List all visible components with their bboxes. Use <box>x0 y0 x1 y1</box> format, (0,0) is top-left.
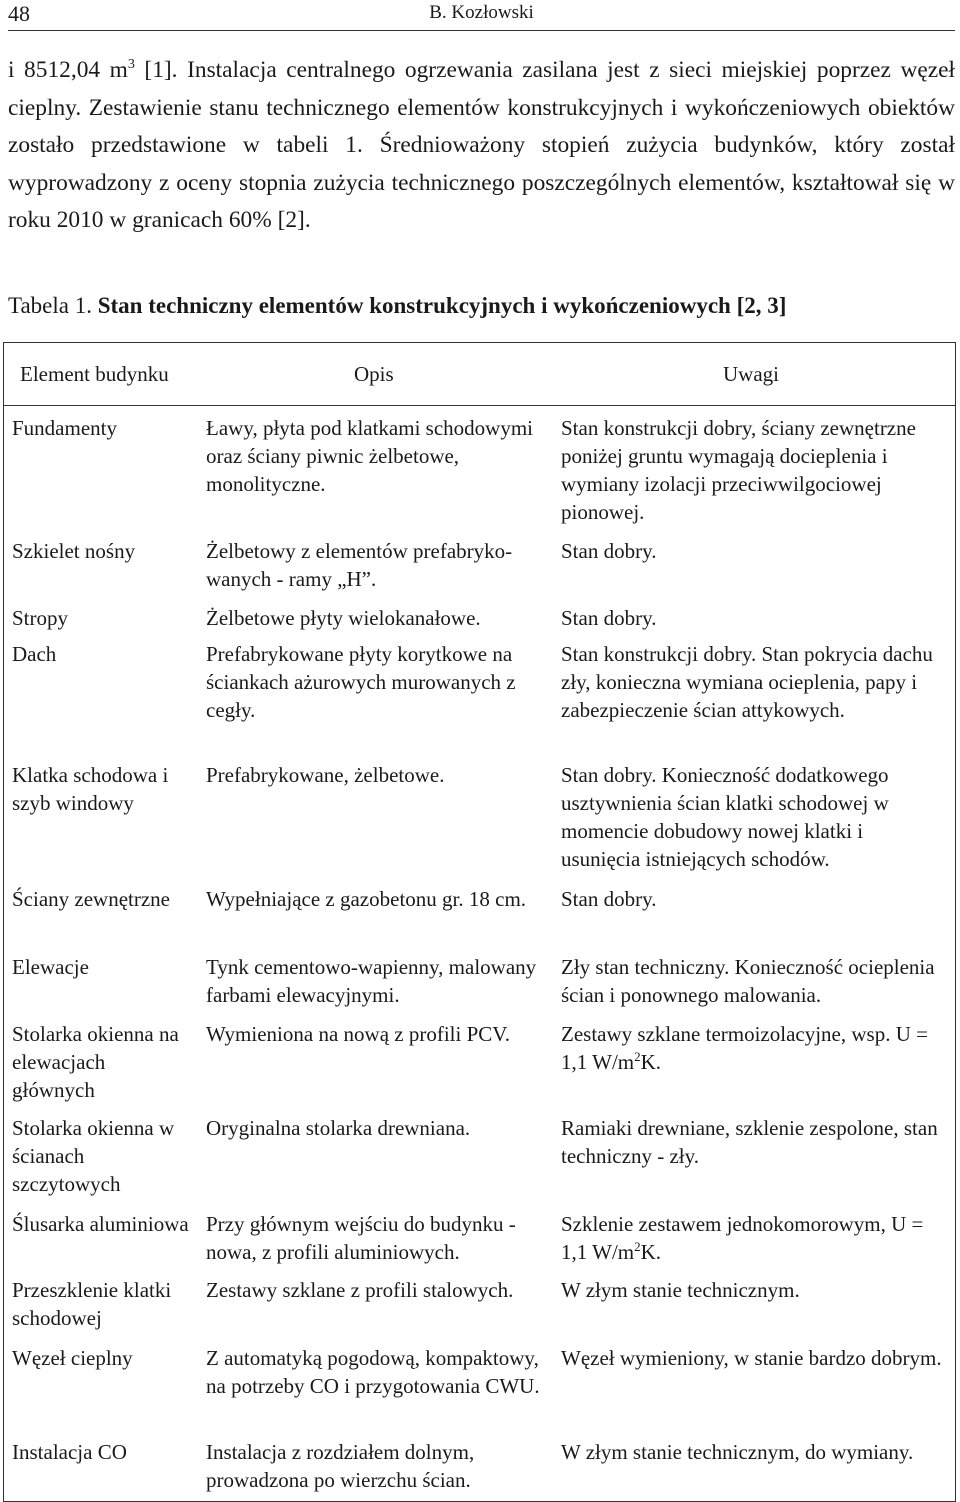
row-opis: Wypełniające z gazobetonu gr. 18 cm. <box>206 887 527 911</box>
row-opis: Wymieniona na nową z profili PCV. <box>206 1022 510 1046</box>
row-element: Fundamenty <box>12 416 117 440</box>
row-element: Klatka schodowa i szyb windowy <box>12 763 169 815</box>
table-row <box>4 532 955 601</box>
row-uwagi: Stan dobry. <box>561 606 657 630</box>
row-uwagi: Węzeł wymieniony, w stanie bardzo dobrym. <box>561 1346 942 1370</box>
row-element: Przeszklenie klatki schodowej <box>12 1278 172 1330</box>
uwagi-text: Zestawy szklane termoizolacyjne, wsp. U = 1,1 W/m <box>561 1022 928 1074</box>
caption-title: Stan techniczny elementów konstrukcyjnych i wykończeniowych [2, 3] <box>97 293 787 318</box>
row-element: Stolarka okienna w ścianach szczytowych <box>12 1116 175 1196</box>
row-opis: Żelbetowy z elementów prefabryko-wanych - ramy „H”. <box>206 539 513 591</box>
table-row <box>4 1276 955 1344</box>
table-row <box>4 637 955 761</box>
row-uwagi: W złym stanie technicznym. <box>561 1278 800 1302</box>
row-opis: Instalacja z rozdziałem dolnym, prowadzona po wierzchu ścian. <box>206 1440 475 1492</box>
row-uwagi <box>561 1210 946 1266</box>
table-caption <box>8 293 955 319</box>
row-opis: Zestawy szklane z profili stalowych. <box>206 1278 514 1302</box>
uwagi-superscript: 2 <box>634 1049 641 1064</box>
table-row <box>4 761 955 883</box>
header-uwagi: Uwagi <box>723 362 779 386</box>
uwagi-tail: K. <box>640 1050 662 1074</box>
row-opis: Przy głównym wejściu do budynku - nowa, z profili aluminiowych. <box>206 1212 516 1264</box>
uwagi-text: Szklenie zestawem jednokomorowym, U = 1,1 W/m <box>561 1212 924 1264</box>
row-opis: Żelbetowe płyty wielokanałowe. <box>206 606 481 630</box>
table-row <box>4 406 955 532</box>
table-row <box>4 1210 955 1276</box>
body-paragraph <box>8 52 955 240</box>
row-uwagi: Stan dobry. <box>561 539 657 563</box>
page-number: 48 <box>8 1 30 26</box>
row-element: Szkielet nośny <box>12 539 136 563</box>
table-row <box>4 883 955 951</box>
uwagi-tail: K. <box>640 1240 662 1264</box>
table-row <box>4 1344 955 1438</box>
row-element: Stolarka okienna na elewacjach głównych <box>12 1022 179 1102</box>
body-text-lead: i 8512,04 m <box>8 57 128 83</box>
caption-label: Tabela 1. <box>8 293 92 318</box>
header-element: Element budynku <box>20 362 169 386</box>
table-row <box>4 1438 955 1501</box>
row-uwagi: Stan konstrukcji dobry. Stan pokrycia dachu zły, konieczna wymiana ocieplenia, papy i zabezpieczenie ścian attykowych. <box>561 642 933 722</box>
row-opis: Prefabrykowane, żelbetowe. <box>206 763 445 787</box>
row-uwagi: Ramiaki drewniane, szklenie zespolone, stan techniczny - zły. <box>561 1116 938 1168</box>
running-head: B. Kozłowski <box>429 2 534 23</box>
row-element: Stropy <box>12 606 69 630</box>
header-opis: Opis <box>354 362 394 386</box>
body-text-superscript: 3 <box>127 57 135 73</box>
table-row <box>4 951 955 1019</box>
row-opis: Z automatyką pogodową, kompaktowy, na potrzeby CO i przygotowania CWU. <box>206 1346 540 1398</box>
table-header-row <box>4 343 955 406</box>
row-uwagi <box>561 1020 946 1076</box>
body-text-rest: [1]. Instalacja centralnego ogrzewania zasilana jest z sieci miejskiej poprzez węzeł cieplny. Zestawienie stanu technicznego elementów konstrukcyjnych i wykończeniowych obiektów zostało przedstawione w tabeli 1. Średnioważony stopień zużycia budynków, który został wyprowadzony z oceny stopnia zużycia technicznego poszczególnych elementów, kształtował się w roku 2010 w granicach 60% [2]. <box>8 57 955 233</box>
row-uwagi: Stan dobry. Konieczność dodatkowego usztywnienia ścian klatki schodowej w momencie dobudowy nowej klatki i usunięcia istniejących schodów. <box>561 763 889 871</box>
table-row <box>4 1114 955 1210</box>
row-uwagi: Stan konstrukcji dobry, ściany zewnętrzne poniżej gruntu wymagają docieplenia i wymiany izolacji przeciwwilgociowej pionowej. <box>561 416 916 524</box>
row-element: Elewacje <box>12 955 89 979</box>
condition-table <box>3 342 956 1502</box>
row-opis: Prefabrykowane płyty korytkowe na ściankach ażurowych murowanych z cegły. <box>206 642 516 722</box>
page-header <box>8 0 955 31</box>
row-uwagi: Stan dobry. <box>561 887 657 911</box>
row-element: Ślusarka aluminiowa <box>12 1212 189 1236</box>
row-opis: Oryginalna stolarka drewniana. <box>206 1116 471 1140</box>
table-row <box>4 1019 955 1114</box>
row-element: Dach <box>12 642 57 666</box>
table-row <box>4 601 955 637</box>
row-opis: Ławy, płyta pod klatkami schodowymi oraz ściany piwnic żelbetowe, monolityczne. <box>206 416 533 496</box>
row-element: Węzeł cieplny <box>12 1346 133 1370</box>
uwagi-superscript: 2 <box>634 1239 641 1254</box>
row-opis: Tynk cementowo-wapienny, malowany farbami elewacyjnymi. <box>206 955 537 1007</box>
row-element: Instalacja CO <box>12 1440 127 1464</box>
row-element: Ściany zewnętrzne <box>12 887 171 911</box>
row-uwagi: W złym stanie technicznym, do wymiany. <box>561 1440 914 1464</box>
row-uwagi: Zły stan techniczny. Konieczność ocieplenia ścian i ponownego malowania. <box>561 955 935 1007</box>
